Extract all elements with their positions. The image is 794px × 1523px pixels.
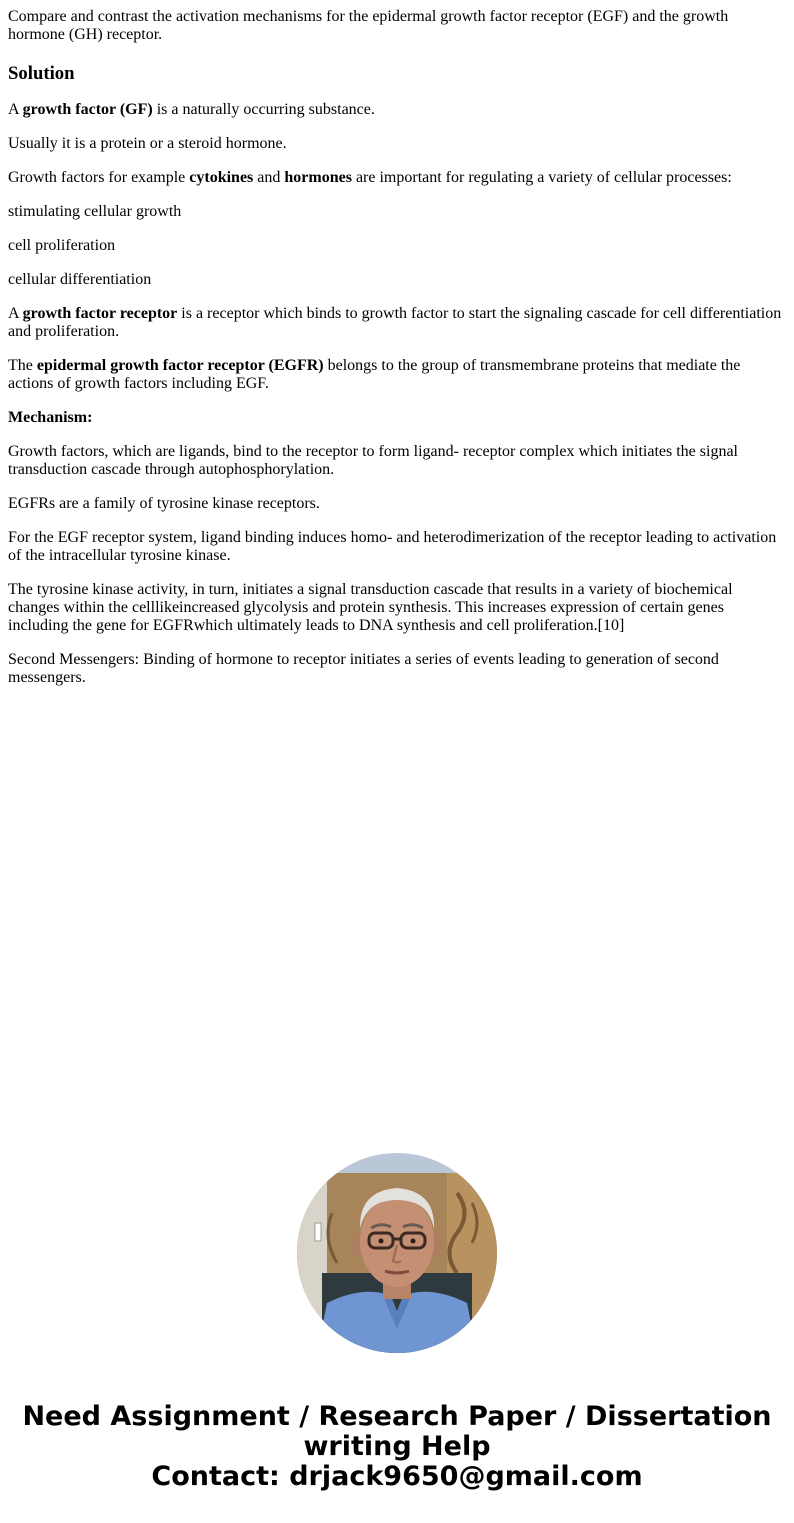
paragraph-tyrosine-family: EGFRs are a family of tyrosine kinase receptors. bbox=[8, 495, 320, 512]
text-run: are important for regulating a variety of cellular processes: bbox=[351, 169, 732, 186]
paragraph-growth-factor bbox=[8, 101, 786, 119]
process-item: stimulating cellular growth bbox=[8, 203, 182, 220]
banner-line: writing Help bbox=[303, 1431, 491, 1462]
paragraph-ligands: Growth factors, which are ligands, bind to the receptor to form ligand- receptor complex which initiates the signal transduction cascade through autophosphorylation. bbox=[8, 443, 738, 478]
bold-term: cytokines bbox=[189, 169, 254, 186]
text-run: A bbox=[8, 101, 23, 118]
process-item: cell proliferation bbox=[8, 237, 116, 254]
paragraph-dimerization: For the EGF receptor system, ligand binding induces homo- and heterodimerization of the receptor leading to activation of the intracellular tyrosine kinase. bbox=[8, 529, 777, 564]
paragraph-egfr bbox=[8, 357, 786, 393]
document-body bbox=[8, 8, 786, 703]
bold-term: Mechanism: bbox=[8, 409, 93, 426]
text-run: and bbox=[253, 169, 285, 186]
question-text: Compare and contrast the activation mechanisms for the epidermal growth factor receptor (EGF) and the growth hormone (GH) receptor. bbox=[8, 8, 729, 43]
text-run: belongs to the group of transmembrane proteins that mediate the actions of growth factors including EGF. bbox=[8, 357, 741, 392]
text-run: is a receptor which binds to growth factor to start the signaling cascade for cell differentiation and proliferation. bbox=[8, 305, 782, 340]
bold-term: hormones bbox=[284, 169, 352, 186]
paragraph-kinase-activity: The tyrosine kinase activity, in turn, initiates a signal transduction cascade that results in a variety of biochemical changes within the celllikeincreased glycolysis and protein synthesis. This increases expression of certain genes including the gene for EGFRwhich ultimately leads to DNA synthesis and cell proliferation.[10] bbox=[8, 581, 733, 634]
help-banner bbox=[0, 1402, 794, 1492]
text-run: is a naturally occurring substance. bbox=[152, 101, 375, 118]
paragraph-examples bbox=[8, 169, 786, 187]
avatar bbox=[297, 1153, 497, 1353]
mechanism-heading bbox=[8, 409, 786, 427]
process-item: cellular differentiation bbox=[8, 271, 152, 288]
text-run: The bbox=[8, 357, 37, 374]
bold-term: epidermal growth factor receptor (EGFR) bbox=[36, 357, 324, 374]
avatar-portrait bbox=[297, 1153, 497, 1353]
banner-line: Need Assignment / Research Paper / Dissertation bbox=[22, 1401, 772, 1432]
text-run: Growth factors for example bbox=[8, 169, 190, 186]
solution-heading: Solution bbox=[8, 63, 75, 84]
paragraph-protein: Usually it is a protein or a steroid hormone. bbox=[8, 135, 287, 152]
paragraph-gf-receptor bbox=[8, 305, 786, 341]
bold-term: growth factor receptor bbox=[22, 305, 178, 322]
paragraph-second-messengers: Second Messengers: Binding of hormone to receptor initiates a series of events leading to generation of second messengers. bbox=[8, 651, 719, 686]
text-run: A bbox=[8, 305, 23, 322]
banner-contact: Contact: drjack9650@gmail.com bbox=[151, 1461, 643, 1492]
bold-term: growth factor (GF) bbox=[22, 101, 153, 118]
